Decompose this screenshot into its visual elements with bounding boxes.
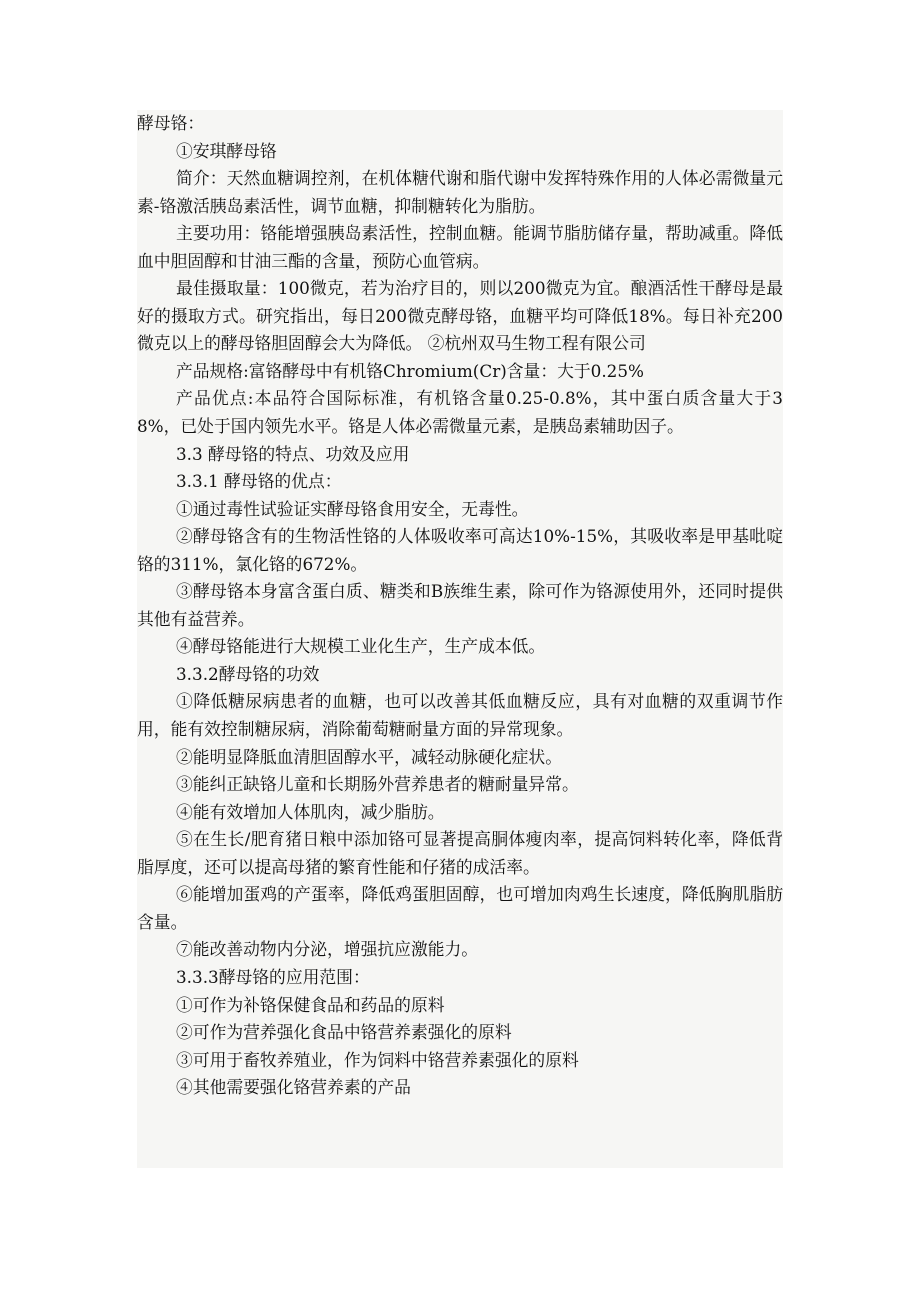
paragraph: 产品优点:本品符合国际标准，有机铬含量0.25-0.8%，其中蛋白质含量大于38%，已处于国内领先水平。铬是人体必需微量元素，是胰岛素辅助因子。 [137, 388, 783, 437]
list-item: ①可作为补铬保健食品和药品的原料 [176, 994, 445, 1015]
list-item: ④酵母铬能进行大规模工业化生产，生产成本低。 [176, 636, 546, 657]
list-item: ③酵母铬本身富含蛋白质、糖类和B族维生素，除可作为铬源使用外，还同时提供其他有益营养。 [137, 581, 783, 629]
list-item: ①通过毒性试验证实酵母铬食用安全，无毒性。 [176, 498, 529, 519]
paragraph: 主要功用：铬能增强胰岛素活性，控制血糖。能调节脂肪储存量，帮助减重。降低血中胆固醇和甘油三酯的含量，预防心血管病。 [137, 223, 783, 271]
product-title: ①安琪酵母铬 [176, 140, 277, 161]
list-item: ②能明显降胝血清胆固醇水平，减轻动脉硬化症状。 [176, 746, 562, 767]
paragraph: 简介：天然血糖调控剂，在机体糖代谢和脂代谢中发挥特殊作用的人体必需微量元素-铬激活胰岛素活性，调节血糖，抑制糖转化为脂肪。 [137, 168, 783, 216]
paragraph: 最佳摄取量：100微克，若为治疗目的，则以200微克为宜。酿酒活性干酵母是最好的摄取方式。研究指出，每日200微克酵母铬，血糖平均可降低18%。每日补充200微克以上的酵母铬胆固醇会大为降低。 ②杭州双马生物工程有限公司 [137, 278, 783, 354]
list-item: ③可用于畜牧养殖业，作为饲料中铬营养素强化的原料 [176, 1049, 579, 1070]
document-body [137, 110, 783, 1168]
section-heading: 酵母铬： [137, 113, 205, 133]
list-item: ②酵母铬含有的生物活性铬的人体吸收率可高达10%-15%，其吸收率是甲基吡啶铬的311%，氯化铬的672%。 [137, 526, 783, 574]
list-item: ④其他需要强化铬营养素的产品 [176, 1077, 411, 1098]
list-item: ③能纠正缺铬儿童和长期肠外营养患者的糖耐量异常。 [176, 774, 579, 795]
subsection-heading: 3.3.3酵母铬的应用范围： [176, 966, 370, 987]
list-item: ②可作为营养强化食品中铬营养素强化的原料 [176, 1022, 512, 1043]
paragraph: 产品规格:富铬酵母中有机铬Chromium(Cr)含量：大于0.25% [176, 360, 644, 381]
list-item: ⑥能增加蛋鸡的产蛋率，降低鸡蛋胆固醇，也可增加肉鸡生长速度，降低胸肌脂肪含量。 [137, 884, 783, 932]
subsection-heading: 3.3 酵母铬的特点、功效及应用 [176, 443, 410, 464]
list-item: ④能有效增加人体肌肉，减少脂肪。 [176, 801, 445, 822]
subsection-heading: 3.3.1 酵母铬的优点： [176, 471, 342, 492]
list-item: ⑦能改善动物内分泌，增强抗应激能力。 [176, 939, 479, 960]
list-item: ①降低糖尿病患者的血糖，也可以改善其低血糖反应，具有对血糖的双重调节作用，能有效控制糖尿病，消除葡萄糖耐量方面的异常现象。 [137, 691, 783, 740]
list-item: ⑤在生长/肥育猪日粮中添加铬可显著提高胴体瘦肉率，提高饲料转化率，降低背脂厚度，还可以提高母猪的繁育性能和仔猪的成活率。 [137, 829, 783, 877]
subsection-heading: 3.3.2酵母铬的功效 [176, 663, 320, 684]
